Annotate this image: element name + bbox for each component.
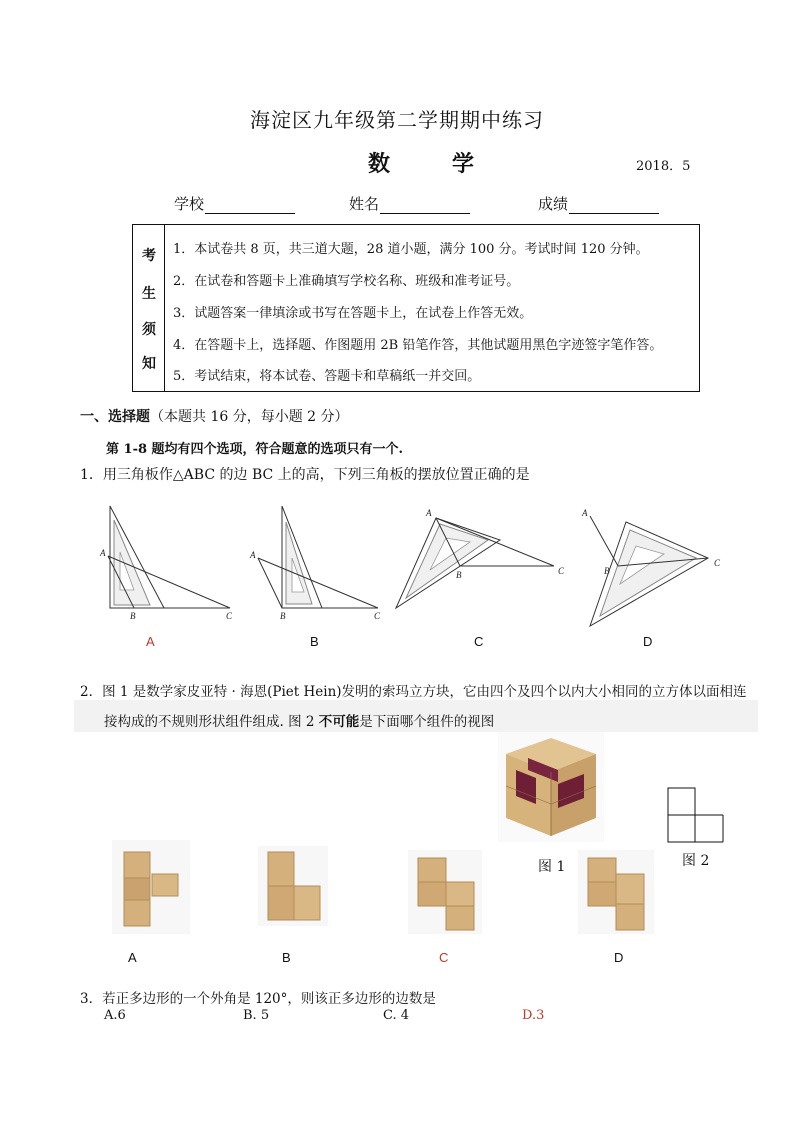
q2-piece-a xyxy=(112,840,190,934)
section-heading xyxy=(80,406,349,426)
q2-text-part: 是下面哪个组件的视图 xyxy=(359,714,495,730)
q1-figure-a xyxy=(99,506,233,621)
point-label: B xyxy=(130,611,136,621)
q2-piece-b xyxy=(258,846,328,926)
q1-figure-c xyxy=(396,508,565,608)
name-field xyxy=(349,193,470,214)
notice-item: 1．本试卷共 8 页，共三道大题，28 道小题，满分 100 分。考试时间 120 分钟。 xyxy=(173,242,649,257)
figure-1-caption: 图 1 xyxy=(538,859,566,875)
q1-figures xyxy=(90,500,770,635)
notice-item: 3．试题答案一律填涂或书写在答题卡上，在试卷上作答无效。 xyxy=(173,306,533,321)
point-label: B xyxy=(456,570,462,580)
q2-option-a[interactable]: A xyxy=(128,950,137,965)
q1-option-a[interactable]: A xyxy=(146,634,155,649)
q1-figure-b xyxy=(249,506,381,621)
q3-option-a[interactable]: A.6 xyxy=(104,1008,126,1023)
figure-2-caption: 图 2 xyxy=(682,853,710,869)
question-1-text: 1．用三角板作△ABC 的边 BC 上的高，下列三角板的摆放位置正确的是 xyxy=(80,467,530,483)
q3-option-d[interactable]: D.3 xyxy=(522,1008,545,1023)
question-2-line-1: 2．图 1 是数学家皮亚特 · 海恩(Piet Hein)发明的索玛立方块，它由四个及四个以内大小相同的立方体以面相连 xyxy=(80,684,747,700)
q2-text-part: 接构成的不规则形状组件组成. 图 2 xyxy=(104,714,319,730)
q1-option-d[interactable]: D xyxy=(643,634,653,649)
section-desc: （本题共 16 分，每小题 2 分） xyxy=(150,409,349,425)
point-label: A xyxy=(100,548,106,558)
exam-title: 海淀区九年级第二学期期中练习 xyxy=(250,108,544,132)
q1-option-c[interactable]: C xyxy=(474,634,484,649)
q2-option-c[interactable]: C xyxy=(439,950,449,965)
point-label: C xyxy=(226,611,233,621)
point-label: A xyxy=(250,550,256,560)
q2-option-d[interactable]: D xyxy=(614,950,624,965)
notice-char: 生 xyxy=(142,286,156,302)
notice-char: 须 xyxy=(142,322,156,338)
point-label: C xyxy=(558,566,565,576)
notice-char: 考 xyxy=(142,248,156,264)
point-label: B xyxy=(280,611,286,621)
score-field xyxy=(538,193,659,214)
q2-piece-c xyxy=(408,850,482,934)
section-label: 一、选择题 xyxy=(80,409,150,425)
q3-option-b[interactable]: B. 5 xyxy=(243,1008,270,1023)
q1-figure-d xyxy=(581,508,721,626)
notice-item: 5．考试结束，将本试卷、答题卡和草稿纸一并交回。 xyxy=(173,369,481,384)
section-instruction: 第 1-8 题均有四个选项，符合题意的选项只有一个. xyxy=(106,442,404,457)
notice-side-label xyxy=(133,225,165,391)
notice-item: 2．在试卷和答题卡上准确填写学校名称、班级和准考证号。 xyxy=(173,274,520,289)
q2-emphasis: 不可能 xyxy=(318,714,360,730)
q2-option-b[interactable]: B xyxy=(282,950,291,965)
point-label: A xyxy=(426,508,432,518)
question-2-line-2 xyxy=(104,710,494,730)
q1-option-b[interactable]: B xyxy=(310,634,319,649)
score-blank[interactable] xyxy=(569,198,659,214)
soma-cube-photo xyxy=(498,732,604,842)
school-label: 学校 xyxy=(174,195,205,213)
school-field xyxy=(174,193,295,214)
figure-2-view xyxy=(666,786,728,846)
school-blank[interactable] xyxy=(205,198,295,214)
point-label: C xyxy=(374,611,381,621)
point-label: A xyxy=(582,508,588,518)
q2-piece-d xyxy=(578,850,654,934)
name-blank[interactable] xyxy=(380,198,470,214)
score-label: 成绩 xyxy=(538,195,569,213)
candidate-notice-box xyxy=(132,224,700,392)
notice-item: 4．在答题卡上，选择题、作图题用 2B 铅笔作答，其他试题用黑色字迹签字笔作答。 xyxy=(173,338,663,353)
subject-title: 数学 xyxy=(368,151,537,177)
q3-option-c[interactable]: C. 4 xyxy=(383,1008,410,1023)
notice-char: 知 xyxy=(142,356,156,372)
point-label: B xyxy=(604,566,610,576)
exam-date: 2018．5 xyxy=(636,159,691,174)
question-3-text: 3．若正多边形的一个外角是 120°，则该正多边形的边数是 xyxy=(80,991,436,1007)
point-label: C xyxy=(714,558,721,568)
name-label: 姓名 xyxy=(349,195,380,213)
